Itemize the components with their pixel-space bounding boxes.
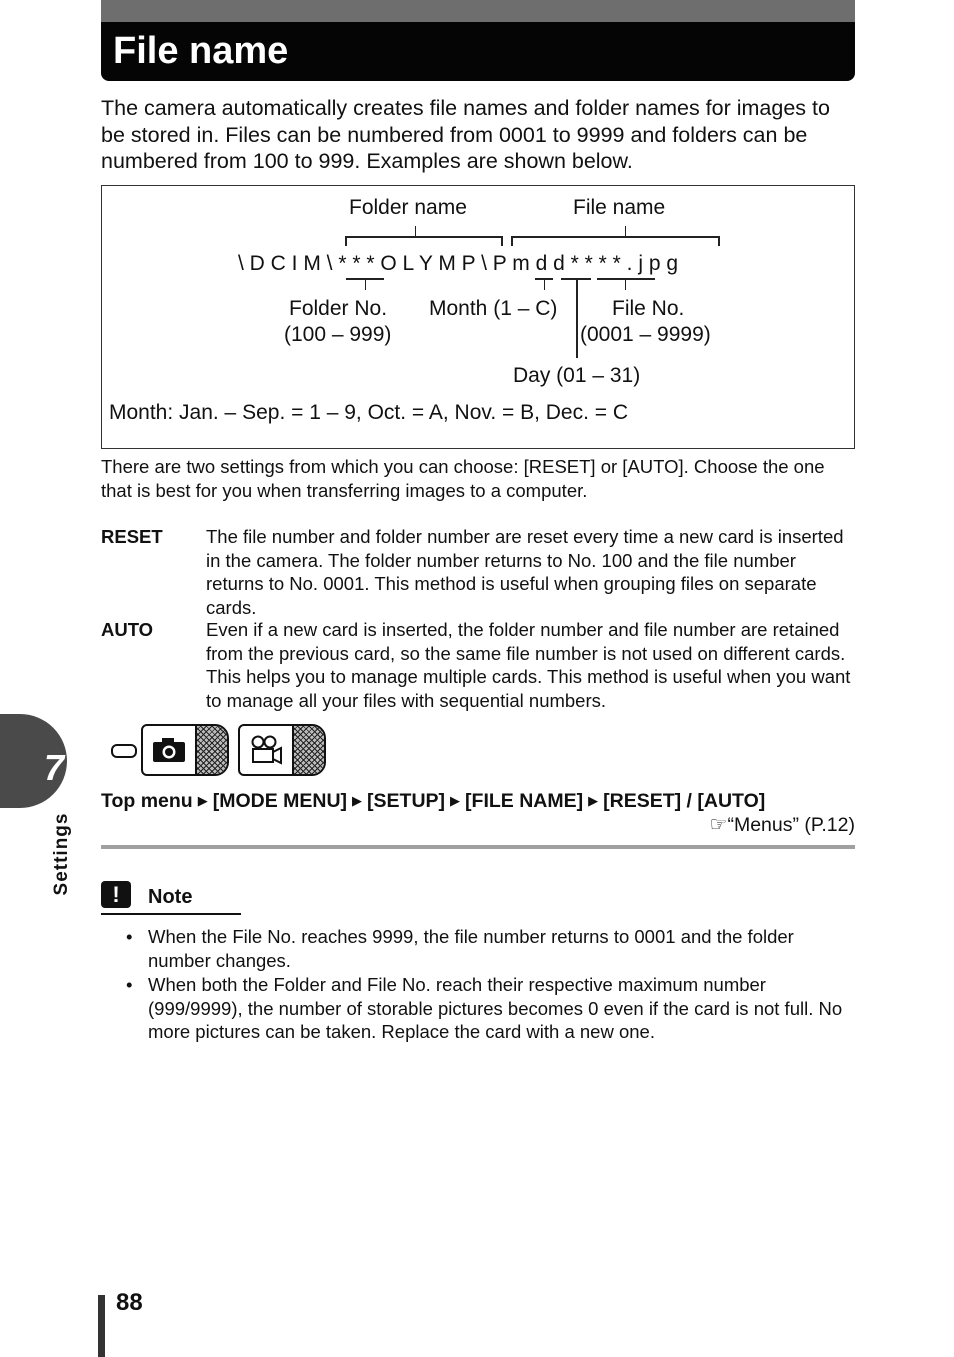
arrow-right-icon: ▶ [588, 793, 599, 808]
chapter-label: Settings [51, 812, 72, 896]
menu-path [101, 789, 855, 813]
camera-icon [151, 736, 187, 764]
arrow-right-icon: ▶ [352, 793, 363, 808]
arrow-right-icon: ▶ [197, 793, 208, 808]
month-label: Month (1 – C) [429, 297, 558, 320]
title-bar-top [101, 0, 855, 22]
day-label: Day (01 – 31) [513, 364, 641, 387]
file-name-diagram [101, 185, 855, 449]
section-divider [101, 845, 855, 849]
note-underline [101, 913, 241, 915]
mode-dial-camera [141, 724, 229, 776]
menu-reference [101, 813, 855, 837]
folder-no-label: Folder No. [289, 297, 388, 320]
settings-intro: There are two settings from which you can choose: [RESET] or [AUTO]. Choose the one that is best for you when transferring images to a computer. [101, 456, 825, 501]
note-title: Note [148, 886, 193, 908]
pointing-hand-icon: ☞ [709, 814, 728, 836]
menu-item-top: Top menu [101, 790, 193, 812]
note-item: When both the Folder and File No. reach their respective maximum number (999/9999), the number of storable pictures becomes 0 even if the card is not full. No more pictures can be taken. Replace the card with a new one. [148, 974, 843, 1042]
folder-no-range: (100 – 999) [284, 323, 392, 346]
folder-name-label: Folder name [349, 196, 467, 219]
page-title: File name [113, 30, 289, 72]
menu-item-setup: [SETUP] [367, 790, 446, 812]
note-exclamation-icon: ! [101, 881, 131, 908]
chapter-number: 7 [44, 747, 65, 788]
menu-ref-text: “Menus” (P.12) [727, 814, 855, 836]
term-auto: AUTO [101, 619, 154, 640]
file-path-example: \ D C I M \ * * * O L Y M P \ P m d d * * * * . j p g [238, 252, 679, 275]
bullet-icon: • [126, 926, 133, 947]
arrow-right-icon: ▶ [450, 793, 461, 808]
page-number-bar [98, 1295, 105, 1357]
desc-auto: Even if a new card is inserted, the folder number and file number are retained from the previous card, so the same file number is not used on different cards. This helps you to manage multiple cards. This method is useful when you want to manage all your files with sequential numbers. [206, 619, 851, 711]
mode-dial-movie [238, 724, 326, 776]
file-no-label: File No. [612, 297, 685, 320]
note-item: When the File No. reaches 9999, the file number returns to 0001 and the folder number changes. [148, 926, 794, 971]
file-no-range: (0001 – 9999) [580, 323, 711, 346]
file-name-label: File name [573, 196, 666, 219]
mode-dial-indicator [111, 744, 137, 758]
movie-icon [248, 735, 284, 765]
bullet-icon: • [126, 974, 133, 995]
menu-item-mode-menu: [MODE MENU] [212, 790, 348, 812]
menu-item-file-name: [FILE NAME] [465, 790, 584, 812]
term-reset: RESET [101, 526, 163, 547]
month-note: Month: Jan. – Sep. = 1 – 9, Oct. = A, Nov. = B, Dec. = C [109, 401, 629, 424]
menu-item-reset-auto: [RESET] / [AUTO] [603, 790, 766, 812]
intro-paragraph: The camera automatically creates file names and folder names for images to be stored in. Files can be numbered from 0001 to 9999 and folders can be numbered from 100 to 999. Examples are shown below. [101, 96, 830, 173]
desc-reset: The file number and folder number are reset every time a new card is inserted in the camera. The folder number returns to No. 100 and the file number returns to No. 0001. This method is useful when grouping files on separate cards. [206, 526, 844, 618]
page-number: 88 [116, 1289, 143, 1316]
